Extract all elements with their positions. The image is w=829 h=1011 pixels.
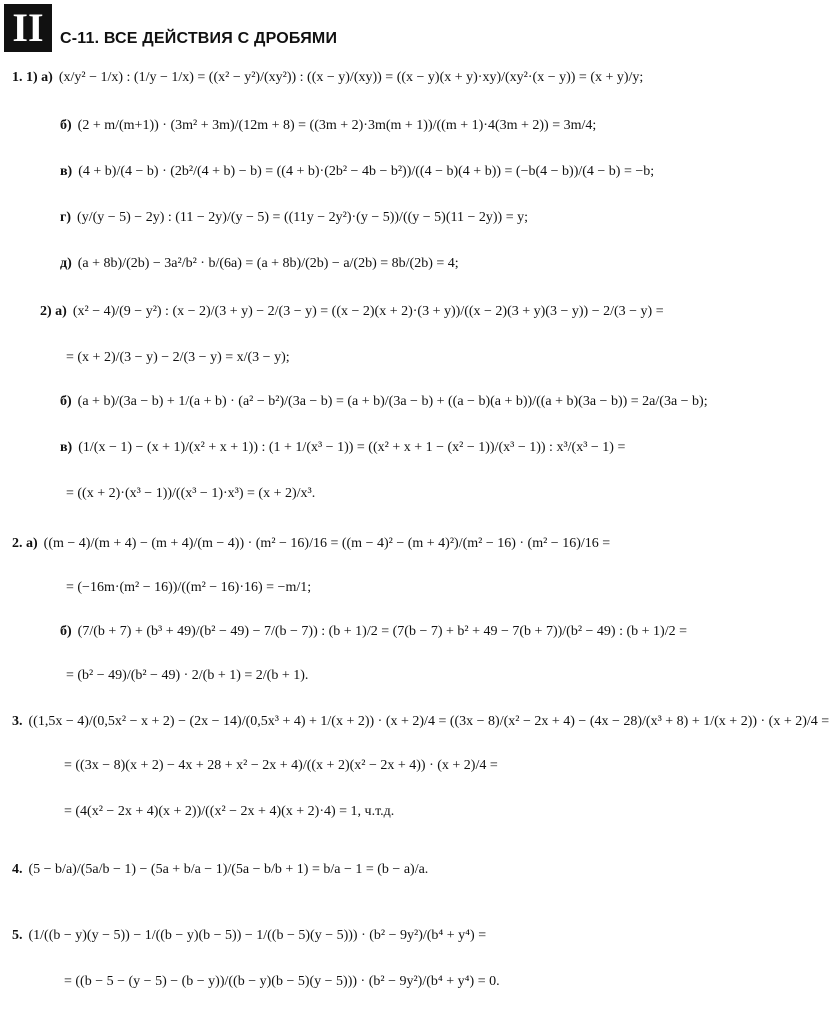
- problem-2a: [12, 534, 611, 554]
- item-label: 3.: [12, 714, 23, 729]
- math-expression: (x/y² − 1/x) : (1/y − 1/x) = ((x² − y²)/(xy²)) : ((x − y)/(xy)) = ((x − y)(x + y)·xy)/(xy²·(x − y)) = (x + y)/y;: [58, 70, 644, 85]
- item-label: 1. 1) а): [12, 70, 53, 85]
- math-expression: (a + b)/(3a − b) + 1/(a + b) · (a² − b²)/(3a − b) = (a + b)/(3a − b) + ((a − b)(a + b))/((a + b)(3a − b)) = 2a/(3a − b);: [77, 394, 708, 409]
- problem-1-1g: [60, 208, 544, 228]
- section-header: [4, 4, 337, 52]
- math-expression: (y/(y − 5) − 2y) : (11 − 2y)/(y − 5) = ((11y − 2y²)·(y − 5))/((y − 5)(11 − 2y)) = y;: [77, 210, 528, 225]
- item-label: г): [60, 210, 72, 225]
- math-expression: (1/((b − y)(y − 5)) − 1/((b − y)(b − 5)) − 1/((b − 5)(y − 5))) · (b² − 9y²)/(b⁴ + y⁴) =: [28, 928, 487, 943]
- problem-2a-cont: [60, 578, 544, 598]
- math-expression: (a + 8b)/(2b) − 3a²/b² · b/(6a) = (a + 8b)/(2b) − a/(2b) = 8b/(2b) = 4;: [77, 256, 459, 271]
- math-expression: = (4(x² − 2x + 4)(x + 2))/((x² − 2x + 4)(x + 2)·4) = 1, ч.т.д.: [64, 804, 395, 819]
- problem-4: [12, 860, 544, 880]
- math-expression: (4 + b)/(4 − b) · (2b²/(4 + b) − b) = ((4 + b)·(2b² − 4b − b²))/((4 − b)(4 + b)) = (−b(4 − b))/(4 − b) = −b;: [78, 164, 655, 179]
- problem-3-cont2: [58, 802, 544, 822]
- math-expression: = (b² − 49)/(b² − 49) · 2/(b + 1) = 2/(b + 1).: [66, 668, 309, 683]
- problem-2b-cont: [60, 666, 544, 686]
- problem-1-2v-cont: [60, 484, 544, 504]
- math-expression: ((1,5x − 4)/(0,5x² − x + 2) − (2x − 14)/(0,5x³ + 4) + 1/(x + 2)) · (x + 2)/4 = ((3x − 8)/(x² − 2x + 4) − (4x − 28)/(x³ + 8) + 1/(x + 2)) · (x + 2)/4 =: [28, 714, 829, 729]
- math-expression: = ((x + 2)·(x³ − 1))/((x³ − 1)·x³) = (x + 2)/x³.: [66, 486, 316, 501]
- item-label: в): [60, 164, 73, 179]
- item-label: в): [60, 440, 73, 455]
- section-title: С-11. ВСЕ ДЕЙСТВИЯ С ДРОБЯМИ: [60, 30, 338, 47]
- math-expression: = (x + 2)/(3 − y) − 2/(3 − y) = x/(3 − y);: [66, 350, 290, 365]
- item-label: 4.: [12, 862, 23, 877]
- item-label: 2) а): [40, 304, 67, 319]
- problem-2b: [60, 622, 687, 642]
- problem-1-1a: [12, 68, 644, 88]
- math-expression: (1/(x − 1) − (x + 1)/(x² + x + 1)) : (1 + 1/(x³ − 1)) = ((x² + x + 1 − (x² − 1))/(x³ − 1)) : x³/(x³ − 1) =: [78, 440, 626, 455]
- item-label: 5.: [12, 928, 23, 943]
- problem-1-2b: [60, 392, 708, 412]
- math-expression: (5 − b/a)/(5a/b − 1) − (5a + b/a − 1)/(5a − b/b + 1) = b/a − 1 = (b − a)/a.: [28, 862, 429, 877]
- problem-5: [12, 926, 544, 946]
- problem-1-2a: [40, 302, 664, 322]
- math-expression: (x² − 4)/(9 − y²) : (x − 2)/(3 + y) − 2/(3 − y) = ((x − 2)(x + 2)·(3 + y))/((x − 2)(3 + y)(3 − y)) − 2/(3 − y) =: [72, 304, 664, 319]
- item-label: б): [60, 624, 72, 639]
- problem-1-1v: [60, 162, 655, 182]
- problem-1-2v: [60, 438, 626, 458]
- item-label: б): [60, 118, 72, 133]
- math-expression: = ((b − 5 − (y − 5) − (b − y))/((b − y)(b − 5)(y − 5))) · (b² − 9y²)/(b⁴ + y⁴) = 0.: [64, 974, 500, 989]
- math-expression: (2 + m/(m+1)) · (3m² + 3m)/(12m + 8) = ((3m + 2)·3m(m + 1))/((m + 1)·4(3m + 2)) = 3m/4;: [77, 118, 597, 133]
- math-expression: (7/(b + 7) + (b³ + 49)/(b² − 49) − 7/(b − 7)) : (b + 1)/2 = (7(b − 7) + b² + 49 − 7(b + 7))/(b² − 49) : (b + 1)/2 =: [77, 624, 687, 639]
- math-expression: = (−16m·(m² − 16))/((m² − 16)·16) = −m/1;: [66, 580, 312, 595]
- math-expression: ((m − 4)/(m + 4) − (m + 4)/(m − 4)) · (m² − 16)/16 = ((m − 4)² − (m + 4)²)/(m² − 16) · (m² − 16)/16 =: [43, 536, 611, 551]
- problem-1-2a-cont: [60, 348, 544, 368]
- item-label: д): [60, 256, 72, 271]
- problem-1-1b: [60, 116, 597, 136]
- item-label: б): [60, 394, 72, 409]
- problem-3: [12, 712, 829, 732]
- problem-3-cont1: [58, 756, 544, 776]
- item-label: 2. а): [12, 536, 38, 551]
- problem-1-1d: [60, 254, 544, 274]
- chapter-numeral: II: [4, 4, 52, 52]
- problem-5-cont: [58, 972, 544, 992]
- math-expression: = ((3x − 8)(x + 2) − 4x + 28 + x² − 2x + 4)/((x + 2)(x² − 2x + 4)) · (x + 2)/4 =: [64, 758, 498, 773]
